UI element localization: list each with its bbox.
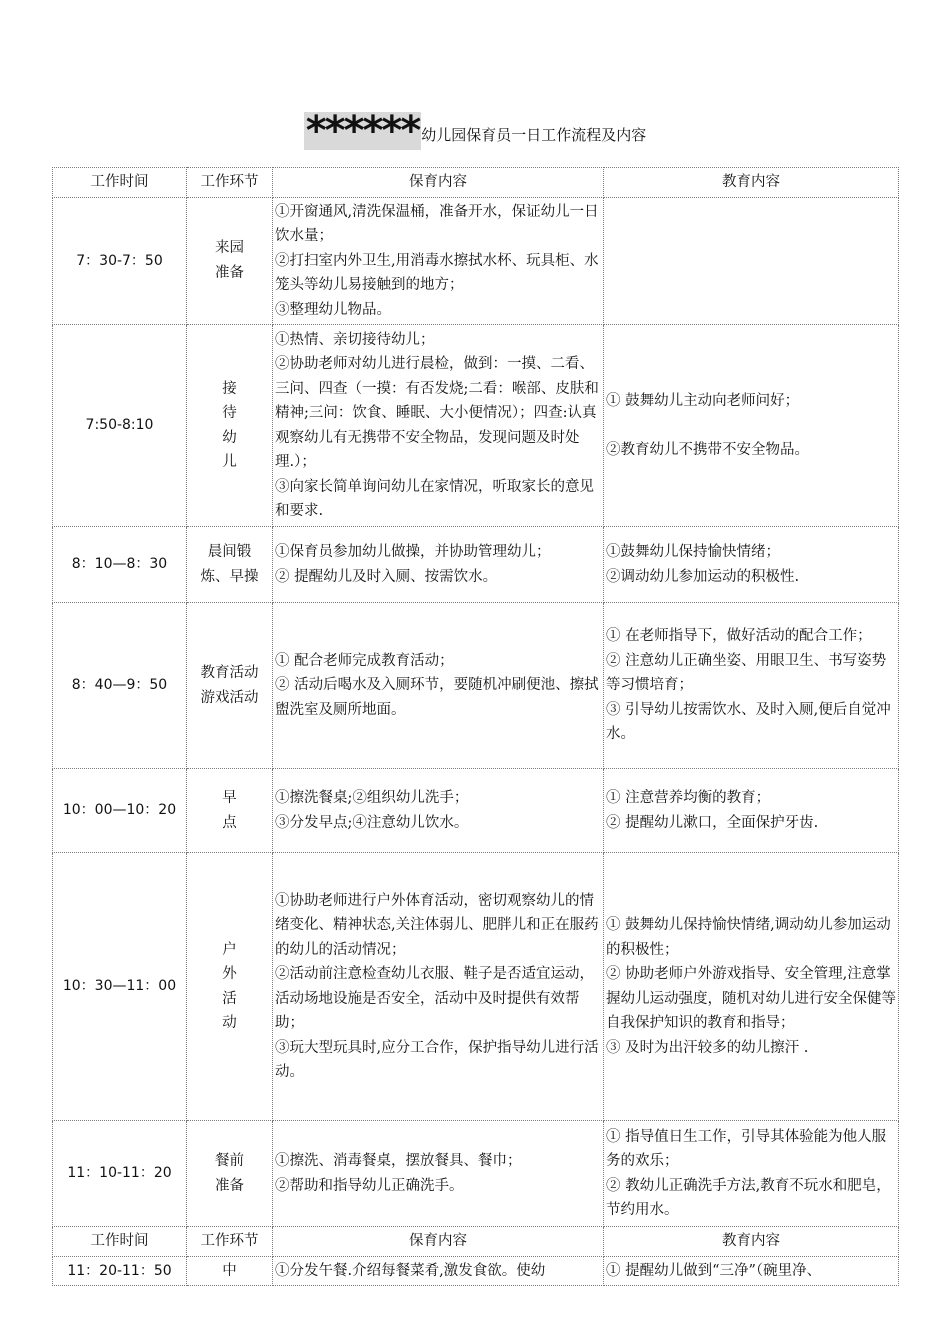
- education-cell: [604, 325, 899, 527]
- header-care: 保育内容: [273, 168, 604, 198]
- stage-line: 中: [222, 1262, 237, 1279]
- stage-line: 待: [222, 405, 237, 421]
- stage-line: 儿: [222, 454, 237, 470]
- stage-cell: [187, 769, 273, 853]
- repeated-header-row: [53, 1227, 899, 1257]
- care-cell: [273, 853, 604, 1121]
- care-line: ②协助老师对幼儿进行晨检，做到：一摸、二看、三问、四查（一摸：有否发烧;二看：喉部、皮肤和精神;三问：饮食、睡眠、大小便情况）；四查:认真观察幼儿有无携带不安全物品，发现问题及时处理.）；: [275, 356, 599, 470]
- stage-line: 接: [222, 380, 237, 397]
- stage-line: 游戏活动: [200, 689, 259, 706]
- care-line: ③分发早点;④注意幼儿饮水。: [275, 814, 469, 831]
- care-line: ② 活动后喝水及入厕环节，要随机冲刷便池、擦拭盥洗室及厕所地面。: [275, 677, 599, 718]
- time-cell: 11：20-11：50: [53, 1256, 187, 1286]
- education-line: ①鼓舞幼儿保持愉快情绪；: [606, 544, 780, 560]
- education-line: ②调动幼儿参加运动的积极性.: [606, 568, 800, 585]
- care-cell: [273, 325, 604, 527]
- header-education: 教育内容: [604, 168, 899, 198]
- time-cell: 7：30-7：50: [53, 197, 187, 325]
- care-line: ①协助老师进行户外体育活动，密切观察幼儿的情绪变化、精神状态,关注体弱儿、肥胖儿和正在服药的幼儿的活动情况；: [275, 892, 599, 958]
- stage-cell: [187, 1121, 273, 1227]
- time-cell: 10：00—10：20: [53, 769, 187, 853]
- time-cell: 7:50-8:10: [53, 325, 187, 527]
- stage-line: 外: [222, 966, 237, 982]
- education-line: ② 教幼儿正确洗手方法,教育不玩水和肥皂，节约用水。: [606, 1177, 891, 1218]
- stage-cell: [187, 325, 273, 527]
- care-line: ③整理幼儿物品。: [275, 301, 391, 318]
- education-cell: [604, 853, 899, 1121]
- stage-line: 早: [222, 790, 237, 806]
- care-line: ①分发午餐.介绍每餐菜肴,激发食欲。使幼: [275, 1262, 546, 1279]
- workflow-table: [52, 167, 899, 1286]
- care-line: ②打扫室内外卫生,用消毒水擦拭水杯、玩具柜、水笼头等幼儿易接触到的地方；: [275, 252, 599, 293]
- header-stage: 工作环节: [187, 1227, 273, 1257]
- care-cell: [273, 1121, 604, 1227]
- education-cell: [604, 197, 899, 325]
- table-row: [53, 1256, 899, 1286]
- stage-line: 活: [222, 990, 237, 1007]
- masked-kindergarten-name: ******: [305, 108, 420, 154]
- stage-line: 准备: [215, 1177, 244, 1194]
- header-education: 教育内容: [604, 1227, 899, 1257]
- care-line: ① 配合老师完成教育活动；: [275, 652, 454, 669]
- time-cell: 8：40—9：50: [53, 603, 187, 769]
- education-cell: [604, 527, 899, 603]
- education-line: ① 指导值日生工作，引导其体验能为他人服务的欢乐；: [606, 1128, 887, 1169]
- care-line: ①擦洗、消毒餐桌，摆放餐具、餐巾；: [275, 1153, 522, 1169]
- header-time: 工作时间: [53, 168, 187, 198]
- education-line: ② 提醒幼儿漱口，全面保护牙齿.: [606, 814, 819, 831]
- stage-line: 教育活动: [200, 665, 259, 681]
- stage-cell: [187, 197, 273, 325]
- stage-line: 炼、早操: [200, 568, 259, 585]
- header-row: [53, 168, 899, 198]
- table-row: [53, 527, 899, 603]
- care-line: ③向家长简单询问幼儿在家情况，听取家长的意见和要求.: [275, 478, 594, 519]
- stage-line: 点: [222, 814, 237, 831]
- time-cell: 8：10—8：30: [53, 527, 187, 603]
- stage-cell: [187, 527, 273, 603]
- care-line: ③玩大型玩具时,应分工合作，保护指导幼儿进行活动。: [275, 1039, 599, 1080]
- care-cell: [273, 1256, 604, 1286]
- table-row: [53, 769, 899, 853]
- table-row: [53, 1121, 899, 1227]
- header-stage: 工作环节: [187, 168, 273, 198]
- education-line: [606, 413, 896, 438]
- stage-line: 户: [222, 941, 237, 958]
- education-line: ① 注意营养均衡的教育；: [606, 790, 771, 806]
- education-cell: [604, 1121, 899, 1227]
- care-cell: [273, 603, 604, 769]
- stage-line: 准备: [215, 264, 244, 281]
- education-cell: [604, 603, 899, 769]
- stage-line: 餐前: [215, 1153, 244, 1169]
- care-line: ①擦洗餐桌;②组织幼儿洗手；: [275, 790, 469, 806]
- education-line: ① 在老师指导下，做好活动的配合工作；: [606, 628, 872, 645]
- stage-cell: [187, 603, 273, 769]
- care-line: ②活动前注意检查幼儿衣服、鞋子是否适宜运动，活动场地设施是否安全，活动中及时提供有效帮助；: [275, 966, 594, 1031]
- table-row: [53, 603, 899, 769]
- table-row: [53, 197, 899, 325]
- stage-cell: [187, 1256, 273, 1286]
- care-line: ①热情、亲切接待幼儿；: [275, 331, 435, 348]
- care-line: ②帮助和指导幼儿正确洗手。: [275, 1177, 464, 1194]
- time-cell: 11：10-11：20: [53, 1121, 187, 1227]
- education-cell: [604, 1256, 899, 1286]
- education-cell: [604, 769, 899, 853]
- education-line: ② 协助老师户外游戏指导、安全管理,注意掌握幼儿运动强度，随机对幼儿进行安全保健等自我保护知识的教育和指导；: [606, 966, 896, 1031]
- education-line: ① 鼓舞幼儿主动向老师问好；: [606, 392, 800, 409]
- time-cell: 10：30—11：00: [53, 853, 187, 1121]
- title-text: 幼儿园保育员一日工作流程及内容: [421, 126, 647, 144]
- page-title: [0, 108, 950, 154]
- education-line: ② 注意幼儿正确坐姿、用眼卫生、书写姿势等习惯培育；: [606, 652, 887, 694]
- header-time: 工作时间: [53, 1227, 187, 1257]
- care-line: ①开窗通风,清洗保温桶，准备开水，保证幼儿一日饮水量；: [275, 203, 599, 244]
- stage-cell: [187, 853, 273, 1121]
- stage-line: 动: [222, 1015, 237, 1031]
- education-line: ②教育幼儿不携带不安全物品。: [606, 441, 809, 458]
- care-cell: [273, 769, 604, 853]
- education-line: ① 鼓舞幼儿保持愉快情绪,调动幼儿参加运动的积极性；: [606, 917, 891, 958]
- education-line: ① 提醒幼儿做到“三净”（碗里净、: [606, 1262, 822, 1279]
- care-cell: [273, 197, 604, 325]
- care-line: ② 提醒幼儿及时入厕、按需饮水。: [275, 568, 498, 585]
- care-cell: [273, 527, 604, 603]
- stage-line: 幼: [222, 429, 237, 446]
- education-line: ③ 及时为出汗较多的幼儿擦汗 .: [606, 1039, 809, 1056]
- table-row: [53, 853, 899, 1121]
- header-care: 保育内容: [273, 1227, 604, 1257]
- stage-line: 晨间锻: [207, 544, 252, 560]
- stage-line: 来园: [215, 240, 244, 257]
- table-row: [53, 325, 899, 527]
- education-line: ③ 引导幼儿按需饮水、及时入厕,便后自觉冲水。: [606, 701, 891, 743]
- care-line: ①保育员参加幼儿做操，并协助管理幼儿；: [275, 544, 551, 560]
